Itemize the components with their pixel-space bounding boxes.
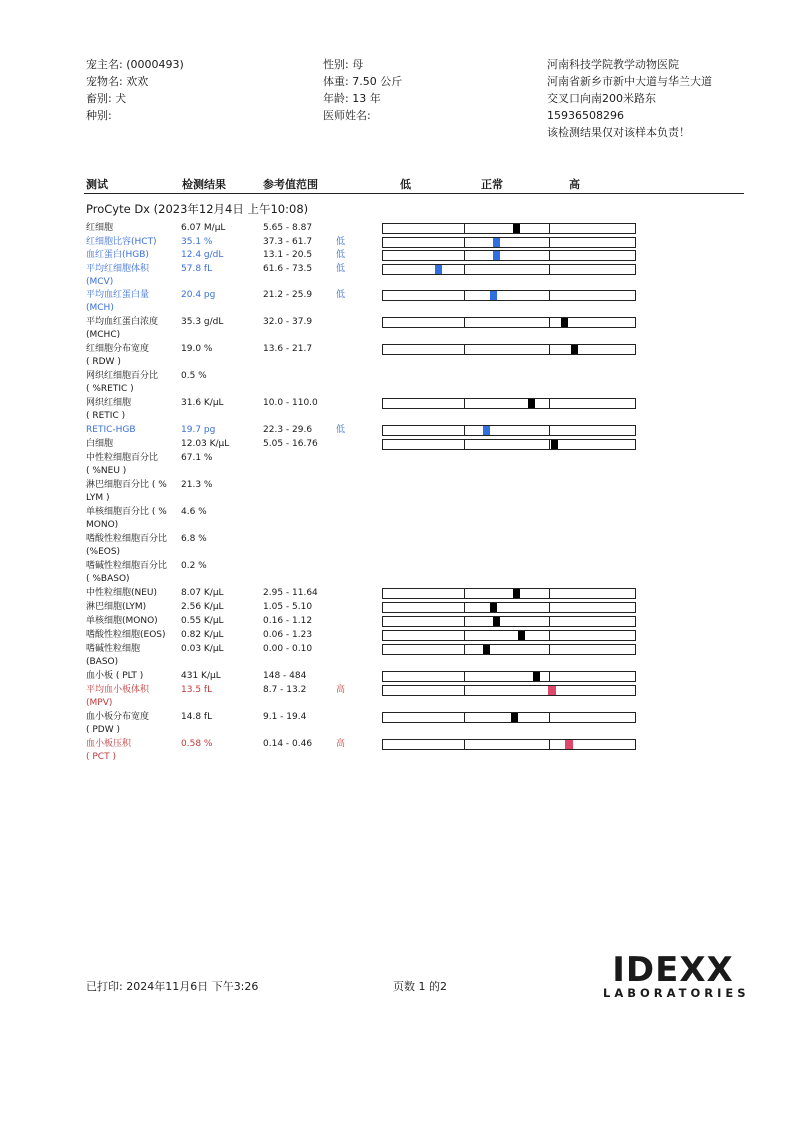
reference-range: 13.6 - 21.7	[263, 344, 313, 354]
result-marker	[561, 318, 568, 327]
reference-range: 61.6 - 73.5	[263, 264, 313, 274]
section-title: ProCyte Dx (2023年12月4日 上午10:08)	[86, 202, 309, 216]
test-name-line2: (%EOS)	[86, 547, 121, 557]
test-name-line2: (MCHC)	[86, 330, 121, 340]
range-bar-divider	[549, 712, 550, 723]
clinic-phone: 15936508296	[547, 109, 624, 122]
test-name	[86, 249, 149, 262]
doctor-name: 医师姓名:	[323, 109, 371, 122]
test-name-line1: 红细胞分布宽度	[86, 344, 150, 354]
test-result: 8.07 K/µL	[181, 588, 224, 598]
test-name-line1: 血小板 ( PLT )	[86, 671, 144, 681]
test-name-line1: 红细胞	[86, 223, 114, 233]
status-flag: 高	[336, 685, 346, 695]
test-name-line2: ( RDW )	[86, 357, 121, 367]
test-name	[86, 711, 149, 737]
reference-range: 8.7 - 13.2	[263, 685, 307, 695]
test-name	[86, 370, 158, 396]
test-result: 2.56 K/µL	[181, 602, 224, 612]
test-name-line2: (MCV)	[86, 277, 114, 287]
reference-range: 0.16 - 1.12	[263, 616, 313, 626]
range-bar-divider	[549, 588, 550, 599]
reference-range: 5.05 - 16.76	[263, 439, 318, 449]
test-name	[86, 560, 167, 586]
status-flag: 低	[336, 250, 346, 260]
range-bar-divider	[464, 630, 465, 641]
test-name-line1: 血红蛋白(HGB)	[86, 250, 149, 260]
header-low: 低	[400, 178, 411, 191]
range-bar	[382, 264, 636, 275]
test-result: 35.1 %	[181, 237, 213, 247]
range-bar	[382, 317, 636, 328]
test-name	[86, 263, 149, 289]
header-normal: 正常	[481, 178, 503, 191]
result-marker	[511, 713, 518, 722]
status-flag: 低	[336, 237, 346, 247]
test-name-line1: 嗜酸性粒细胞(EOS)	[86, 630, 166, 640]
reference-range: 148 - 484	[263, 671, 307, 681]
test-name	[86, 601, 146, 614]
range-bar-divider	[549, 602, 550, 613]
clinic-address-line1: 河南省新乡市新中大道与华兰大道	[547, 75, 712, 88]
range-bar	[382, 237, 636, 248]
range-bar	[382, 398, 636, 409]
reference-range: 0.06 - 1.23	[263, 630, 313, 640]
range-bar	[382, 290, 636, 301]
range-bar-divider	[464, 237, 465, 248]
result-marker	[435, 265, 442, 274]
test-name-line2: (MCH)	[86, 303, 114, 313]
test-result: 14.8 fL	[181, 712, 213, 722]
printed-timestamp: 已打印: 2024年11月6日 下午3:26	[86, 980, 259, 993]
range-bar-divider	[464, 290, 465, 301]
test-name-line1: 血小板分布宽度	[86, 712, 150, 722]
test-result: 12.03 K/µL	[181, 439, 230, 449]
test-name	[86, 236, 157, 249]
test-result: 31.6 K/µL	[181, 398, 224, 408]
reference-range: 32.0 - 37.9	[263, 317, 313, 327]
header-test: 测试	[86, 178, 108, 191]
reference-range: 0.00 - 0.10	[263, 644, 313, 654]
reference-range: 9.1 - 19.4	[263, 712, 307, 722]
status-flag: 低	[336, 425, 346, 435]
test-name-line1: 平均血红蛋白浓度	[86, 317, 159, 327]
range-bar	[382, 250, 636, 261]
test-name-line2: ( %RETIC )	[86, 384, 134, 394]
test-name-line1: 平均血小板体积	[86, 685, 150, 695]
patient-info-middle	[323, 56, 402, 124]
status-flag: 高	[336, 739, 346, 749]
test-result: 6.8 %	[181, 534, 207, 544]
age: 年龄: 13 年	[323, 92, 381, 105]
test-name-line1: 单核细胞(MONO)	[86, 616, 158, 626]
result-marker	[571, 345, 578, 354]
range-bar-divider	[464, 671, 465, 682]
test-result: 6.07 M/µL	[181, 223, 226, 233]
test-name-line1: 淋巴细胞百分比 ( %	[86, 480, 167, 490]
result-marker	[493, 251, 500, 260]
result-marker	[518, 631, 525, 640]
test-result: 0.82 K/µL	[181, 630, 224, 640]
test-result: 12.4 g/dL	[181, 250, 224, 260]
range-bar-divider	[549, 439, 550, 450]
range-bar-divider	[549, 290, 550, 301]
test-name-line2: ( RETIC )	[86, 411, 126, 421]
test-name	[86, 222, 113, 235]
result-marker	[483, 645, 490, 654]
test-name	[86, 670, 143, 683]
range-bar	[382, 425, 636, 436]
test-name-line1: 嗜酸性粒细胞百分比	[86, 534, 168, 544]
test-result: 20.4 pg	[181, 290, 216, 300]
breed: 种别:	[86, 109, 112, 122]
test-name-line1: 嗜碱性粒细胞	[86, 644, 141, 654]
sex: 性别: 母	[323, 58, 364, 71]
clinic-disclaimer: 该检测结果仅对该样本负责！	[547, 126, 690, 139]
test-name	[86, 643, 140, 669]
range-bar	[382, 223, 636, 234]
range-bar-divider	[549, 398, 550, 409]
range-bar	[382, 439, 636, 450]
result-marker	[513, 224, 520, 233]
range-bar	[382, 344, 636, 355]
range-bar-divider	[464, 223, 465, 234]
range-bar	[382, 712, 636, 723]
test-name	[86, 438, 113, 451]
result-marker	[490, 291, 497, 300]
test-name-line2: ( %NEU )	[86, 466, 127, 476]
range-bar-divider	[464, 250, 465, 261]
range-bar-divider	[549, 425, 550, 436]
test-result: 0.03 K/µL	[181, 644, 224, 654]
range-bar-divider	[549, 344, 550, 355]
range-bar	[382, 616, 636, 627]
reference-range: 10.0 - 110.0	[263, 398, 318, 408]
clinic-name: 河南科技学院教学动物医院	[547, 58, 679, 71]
range-bar-divider	[464, 644, 465, 655]
result-marker	[551, 440, 558, 449]
test-name-line1: 平均血红蛋白量	[86, 290, 150, 300]
test-name-line2: ( PCT )	[86, 752, 116, 762]
clinic-address-line2: 交叉口向南200米路东	[547, 92, 656, 105]
test-name-line1: RETIC-HGB	[86, 425, 136, 435]
range-bar-divider	[549, 223, 550, 234]
test-name-line1: 淋巴细胞(LYM)	[86, 602, 147, 612]
test-name	[86, 587, 157, 600]
test-result: 0.55 K/µL	[181, 616, 224, 626]
test-name-line1: 嗜碱性粒细胞百分比	[86, 561, 168, 571]
reference-range: 1.05 - 5.10	[263, 602, 313, 612]
test-name-line2: ( %BASO)	[86, 574, 130, 584]
range-bar-divider	[464, 712, 465, 723]
result-marker	[483, 426, 490, 435]
result-marker	[533, 672, 540, 681]
range-bar-divider	[549, 739, 550, 750]
range-bar-divider	[464, 344, 465, 355]
range-bar-divider	[464, 588, 465, 599]
test-result: 21.3 %	[181, 480, 213, 490]
reference-range: 5.65 - 8.87	[263, 223, 313, 233]
reference-range: 0.14 - 0.46	[263, 739, 313, 749]
test-name-line1: 中性粒细胞百分比	[86, 453, 159, 463]
logo-main-text: IDEXX	[612, 950, 734, 990]
test-name	[86, 479, 167, 505]
reference-range: 37.3 - 61.7	[263, 237, 313, 247]
result-marker	[493, 617, 500, 626]
pet-name: 宠物名: 欢欢	[86, 75, 149, 88]
test-result: 13.5 fL	[181, 685, 213, 695]
test-result: 57.8 fL	[181, 264, 213, 274]
range-bar-divider	[464, 398, 465, 409]
status-flag: 低	[336, 264, 346, 274]
test-name	[86, 452, 158, 478]
clinic-info	[547, 56, 712, 141]
test-name	[86, 615, 158, 628]
test-result: 0.58 %	[181, 739, 213, 749]
test-name-line1: 单核细胞百分比 ( %	[86, 507, 167, 517]
test-result: 19.0 %	[181, 344, 213, 354]
range-bar	[382, 588, 636, 599]
test-name-line2: (BASO)	[86, 657, 119, 667]
test-name	[86, 629, 166, 642]
test-name	[86, 289, 149, 315]
test-result: 4.6 %	[181, 507, 207, 517]
page-number: 页数 1 的2	[393, 980, 447, 993]
test-name	[86, 316, 158, 342]
range-bar-divider	[464, 685, 465, 696]
test-name	[86, 684, 149, 710]
status-flag: 低	[336, 290, 346, 300]
species: 畜别: 犬	[86, 92, 127, 105]
reference-range: 2.95 - 11.64	[263, 588, 318, 598]
logo-sub-text: LABORATORIES	[603, 986, 750, 1000]
result-marker	[528, 399, 535, 408]
range-bar-divider	[549, 644, 550, 655]
test-name-line1: 网织红细胞	[86, 398, 132, 408]
range-bar	[382, 685, 636, 696]
test-name-line1: 红细胞比容(HCT)	[86, 237, 157, 247]
range-bar	[382, 644, 636, 655]
range-bar-divider	[464, 439, 465, 450]
result-marker	[548, 686, 556, 695]
test-result: 0.2 %	[181, 561, 207, 571]
test-name	[86, 343, 149, 369]
test-name-line1: 白细胞	[86, 439, 114, 449]
test-name-line2: LYM )	[86, 493, 110, 503]
range-bar-divider	[464, 317, 465, 328]
test-result: 19.7 pg	[181, 425, 216, 435]
test-name	[86, 424, 136, 437]
test-result: 431 K/µL	[181, 671, 221, 681]
range-bar-divider	[549, 671, 550, 682]
result-marker	[490, 603, 497, 612]
test-name-line2: (MPV)	[86, 698, 113, 708]
test-name	[86, 397, 131, 423]
header-range: 参考值范围	[263, 178, 318, 191]
range-bar	[382, 602, 636, 613]
range-bar-divider	[464, 264, 465, 275]
idexx-logo	[603, 950, 750, 1000]
reference-range: 22.3 - 29.6	[263, 425, 313, 435]
test-name-line2: ( PDW )	[86, 725, 121, 735]
patient-info-left	[86, 56, 184, 124]
range-bar-divider	[464, 602, 465, 613]
test-name	[86, 506, 167, 532]
test-result: 35.3 g/dL	[181, 317, 224, 327]
test-name-line1: 血小板压积	[86, 739, 132, 749]
range-bar-divider	[549, 264, 550, 275]
result-marker	[565, 740, 573, 749]
range-bar-divider	[549, 237, 550, 248]
range-bar-divider	[549, 630, 550, 641]
header-result: 检测结果	[182, 178, 226, 191]
range-bar	[382, 671, 636, 682]
result-marker	[493, 238, 500, 247]
test-name-line2: MONO)	[86, 520, 119, 530]
test-name-line1: 中性粒细胞(NEU)	[86, 588, 158, 598]
owner-name: 宠主名: (0000493)	[86, 58, 184, 71]
range-bar-divider	[464, 616, 465, 627]
test-name	[86, 533, 167, 559]
range-bar	[382, 630, 636, 641]
reference-range: 21.2 - 25.9	[263, 290, 313, 300]
test-name	[86, 738, 131, 764]
range-bar-divider	[464, 739, 465, 750]
range-bar-divider	[549, 317, 550, 328]
range-bar	[382, 739, 636, 750]
header-high: 高	[569, 178, 580, 191]
test-result: 67.1 %	[181, 453, 213, 463]
range-bar-divider	[549, 616, 550, 627]
test-result: 0.5 %	[181, 371, 207, 381]
range-bar-divider	[549, 250, 550, 261]
test-name-line1: 平均红细胞体积	[86, 264, 150, 274]
reference-range: 13.1 - 20.5	[263, 250, 313, 260]
range-bar-divider	[464, 425, 465, 436]
header-rule	[84, 193, 744, 194]
weight: 体重: 7.50 公斤	[323, 75, 403, 88]
result-marker	[513, 589, 520, 598]
test-name-line1: 网织红细胞百分比	[86, 371, 159, 381]
